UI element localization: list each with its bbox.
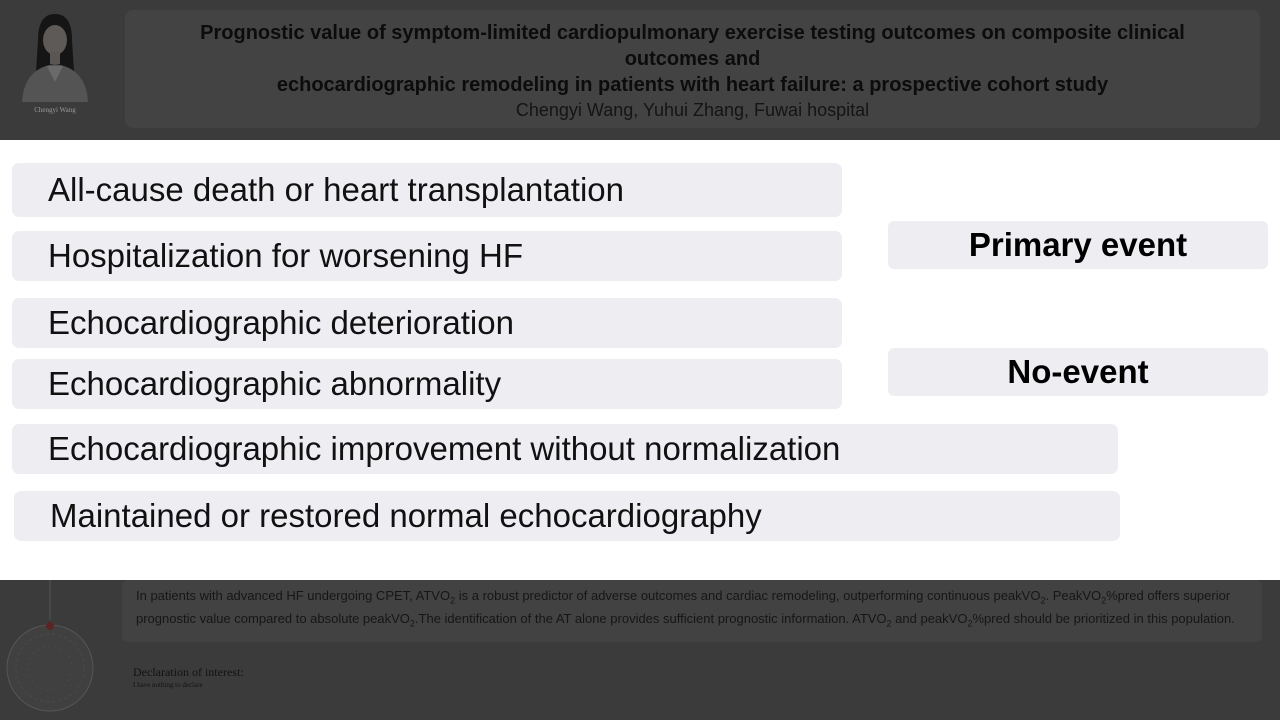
- title-line-1: Prognostic value of symptom-limited cardiopulmonary exercise testing outcomes on composite clinical outcomes and: [200, 22, 1185, 70]
- title-line-2: echocardiographic remodeling in patients with heart failure: a prospective cohort study: [276, 74, 1109, 96]
- outcome-bar: All-cause death or heart transplantation: [12, 163, 842, 217]
- conclusion-text: In patients with advanced HF undergoing CPET, $ATVO_2$ is a robust predictor of adverse outcomes and cardiac remodeling, outperforming continuous peakVO$_2$. PeakVO$_2$%pred offers superior prognostic value compared to absolute peakVO$_2$.The identification of the AT alone provides sufficient prognostic information. $ATVO_2$ and peakVO$_2$%pred should be prioritized in this population.: [136, 588, 1235, 629]
- poster-title: [165, 20, 1220, 98]
- conclusion-box: [122, 580, 1262, 642]
- outcome-bar: Hospitalization for worsening HF: [12, 231, 842, 281]
- outcome-bar: Maintained or restored normal echocardiography: [14, 491, 1120, 541]
- title-box: [125, 10, 1260, 128]
- presenter-name: Chengyi Wang: [34, 106, 76, 114]
- outcome-bar: Echocardiographic abnormality: [12, 359, 842, 409]
- footer-banner: [0, 580, 1280, 720]
- header-banner: [0, 0, 1280, 140]
- presenter-photo: [14, 10, 96, 102]
- authors: Chengyi Wang, Yuhui Zhang, Fuwai hospital: [515, 100, 870, 120]
- primary-event-label: Primary event: [888, 221, 1268, 269]
- ornament-graphic: [0, 580, 110, 720]
- declaration-text: I have nothing to declare: [133, 681, 203, 689]
- outcome-bar: Echocardiographic deterioration: [12, 298, 842, 348]
- outcome-bar: Echocardiographic improvement without normalization: [12, 424, 1118, 474]
- no-event-label: No-event: [888, 348, 1268, 396]
- declaration-label: Declaration of interest:: [133, 665, 244, 679]
